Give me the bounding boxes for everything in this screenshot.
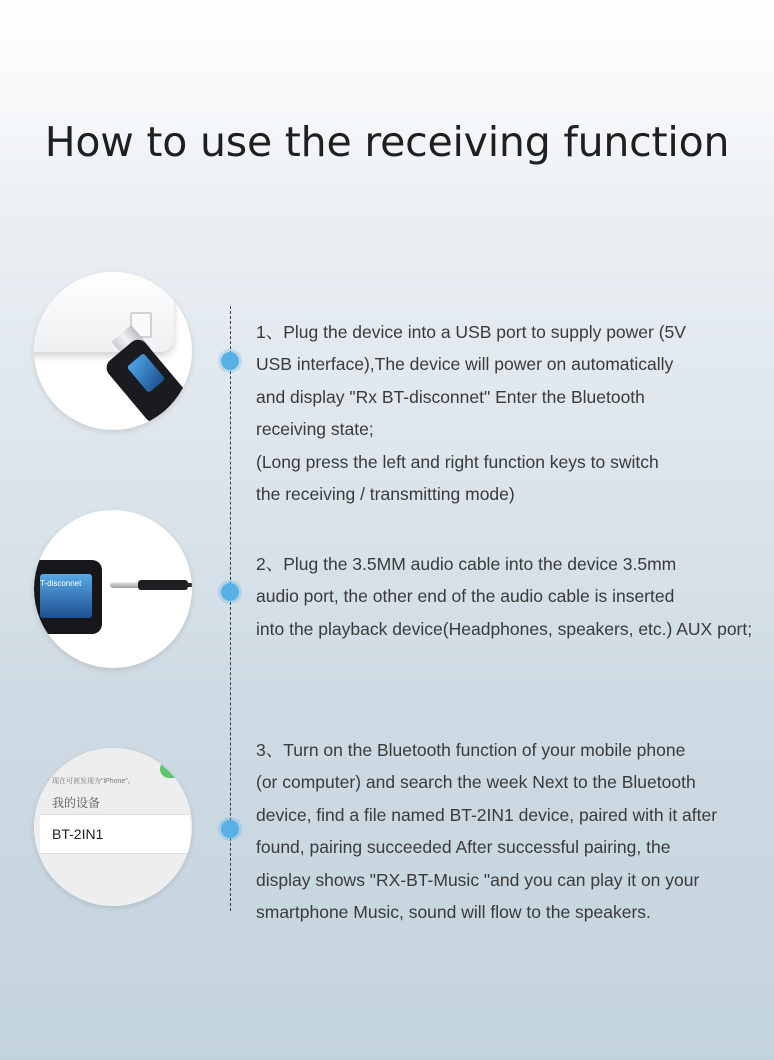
step-3-line: display shows "RX-BT-Music "and you can play it on your bbox=[256, 869, 700, 890]
phone-discoverable-hint: 现在可被发现为"iPhone"。 bbox=[52, 778, 135, 785]
page-title: How to use the receiving function bbox=[44, 118, 730, 166]
step-2-line: 2、Plug the 3.5MM audio cable into the device 3.5mm bbox=[256, 554, 677, 574]
audio-jack-icon bbox=[138, 580, 188, 590]
step-3-text bbox=[256, 734, 717, 928]
step-2-line: into the playback device(Headphones, speakers, etc.) AUX port; bbox=[256, 618, 753, 639]
timeline-dot-2 bbox=[221, 583, 239, 601]
phone-my-devices-heading: 我的设备 bbox=[52, 796, 101, 810]
step-1-line: receiving state; bbox=[256, 419, 374, 440]
step-3-line: 3、Turn on the Bluetooth function of your mobile phone bbox=[256, 740, 686, 760]
phone-device-row bbox=[40, 814, 190, 854]
step-3-line: smartphone Music, sound will flow to the speakers. bbox=[256, 902, 651, 923]
bluetooth-adapter-icon bbox=[34, 560, 102, 634]
step-3-line: found, pairing succeeded After successful pairing, the bbox=[256, 837, 671, 858]
bluetooth-toggle-icon bbox=[160, 760, 188, 778]
usb-port-box bbox=[34, 272, 174, 352]
step-1-line: the receiving / transmitting mode) bbox=[256, 484, 515, 505]
timeline-dot-1 bbox=[221, 352, 239, 370]
step-1-line: and display "Rx BT-disconnet" Enter the Bluetooth bbox=[256, 386, 645, 407]
step-1-text bbox=[256, 316, 686, 510]
phone-bluetooth-list bbox=[34, 748, 192, 906]
step-1-line: USB interface),The device will power on automatically bbox=[256, 354, 674, 375]
timeline-dot-3 bbox=[221, 820, 239, 838]
step-1-line: (Long press the left and right function keys to switch bbox=[256, 451, 659, 472]
step-1-illustration bbox=[34, 272, 192, 430]
step-2-illustration bbox=[34, 510, 192, 668]
step-3-line: device, find a file named BT-2IN1 device, paired with it after bbox=[256, 804, 718, 825]
step-2-text bbox=[256, 548, 752, 645]
step-3-line: (or computer) and search the week Next to the Bluetooth bbox=[256, 772, 696, 793]
phone-device-name: BT-2IN1 bbox=[52, 826, 104, 842]
step-3-illustration bbox=[34, 748, 192, 906]
step-1-line: 1、Plug the device into a USB port to supply power (5V bbox=[256, 322, 686, 342]
step-2-line: audio port, the other end of the audio cable is inserted bbox=[256, 586, 675, 607]
adapter-screen-label: T-disconnet bbox=[40, 574, 92, 618]
audio-jack-tip-icon bbox=[110, 582, 140, 588]
audio-cable-icon bbox=[186, 583, 192, 587]
